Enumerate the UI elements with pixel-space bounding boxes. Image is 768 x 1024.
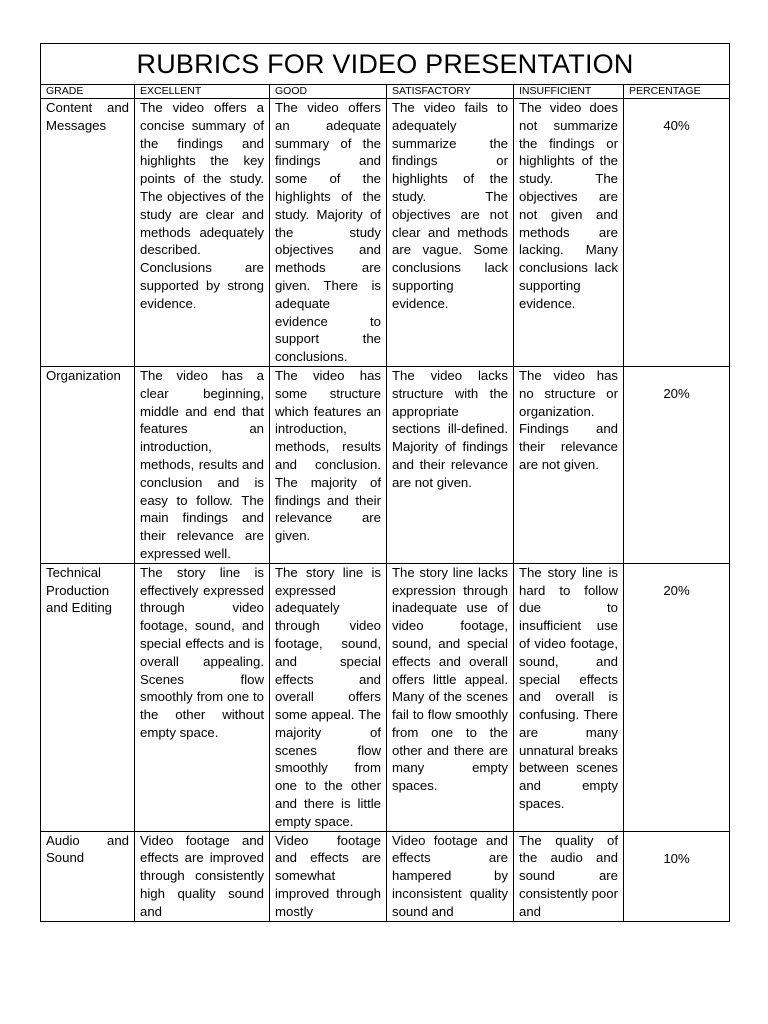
header-row — [41, 85, 730, 99]
header-insufficient: INSUFFICIENT — [514, 85, 624, 99]
good-cell: The video offers an adequate summary of the findings and some of the highlights of the study. Majority of the study objectives and methods are given. There is adequate evidence to support the conclusions. — [270, 99, 387, 367]
good-cell: Video footage and effects are somewhat improved through mostly — [270, 831, 387, 921]
header-excellent: EXCELLENT — [135, 85, 270, 99]
header-satisfactory: SATISFACTORY — [387, 85, 514, 99]
insufficient-cell: The story line is hard to follow due to insufficient use of video footage, sound, and special effects and overall is confusing. There are many unnatural breaks between scenes and empty spaces. — [514, 563, 624, 831]
satisfactory-cell: Video footage and effects are hampered by inconsistent quality sound and — [387, 831, 514, 921]
satisfactory-cell: The video fails to adequately summarize the findings or highlights of the study. The objectives are not clear and methods are vague. Some conclusions lack supporting evidence. — [387, 99, 514, 367]
percentage-cell: 20% — [624, 563, 730, 831]
grade-cell: Content and Messages — [41, 99, 135, 367]
grade-cell: Audio and Sound — [41, 831, 135, 921]
header-percentage: PERCENTAGE — [624, 85, 730, 99]
insufficient-cell: The video does not summarize the findings or highlights of the study. The objectives are not given and methods are lacking. Many conclusions lack supporting evidence. — [514, 99, 624, 367]
excellent-cell: The video has a clear beginning, middle and end that features an introduction, methods, results and conclusion and is easy to follow. The main findings and their relevance are expressed well. — [135, 366, 270, 563]
rubric-table — [40, 43, 730, 922]
table-row — [41, 366, 730, 563]
good-cell: The story line is expressed adequately through video footage, sound, and special effects and overall offers some appeal. The majority of scenes flow smoothly from one to the other and there is little empty space. — [270, 563, 387, 831]
grade-cell: Organization — [41, 366, 135, 563]
grade-cell: Technical Production and Editing — [41, 563, 135, 831]
excellent-cell: The video offers a concise summary of the findings and highlights the key points of the study. The objectives of the study are clear and methods adequately described. Conclusions are supported by strong evidence. — [135, 99, 270, 367]
table-row — [41, 563, 730, 831]
insufficient-cell: The quality of the audio and sound are consistently poor and — [514, 831, 624, 921]
percentage-cell: 20% — [624, 366, 730, 563]
insufficient-cell: The video has no structure or organization. Findings and their relevance are not given. — [514, 366, 624, 563]
header-good: GOOD — [270, 85, 387, 99]
percentage-cell: 40% — [624, 99, 730, 367]
satisfactory-cell: The story line lacks expression through inadequate use of video footage, sound, and special effects and overall offers little appeal. Many of the scenes fail to flow smoothly from one to the other and there are many empty spaces. — [387, 563, 514, 831]
percentage-cell: 10% — [624, 831, 730, 921]
page-title: RUBRICS FOR VIDEO PRESENTATION — [41, 44, 730, 85]
excellent-cell: Video footage and effects are improved through consistently high quality sound and — [135, 831, 270, 921]
good-cell: The video has some structure which features an introduction, methods, results and conclusion. The majority of findings and their relevance are given. — [270, 366, 387, 563]
header-grade: GRADE — [41, 85, 135, 99]
excellent-cell: The story line is effectively expressed through video footage, sound, and special effects and is overall appealing. Scenes flow smoothly from one to the other without empty space. — [135, 563, 270, 831]
satisfactory-cell: The video lacks structure with the appropriate sections ill-defined. Majority of findings and their relevance are not given. — [387, 366, 514, 563]
table-row — [41, 831, 730, 921]
rubric-document — [40, 43, 729, 922]
table-row — [41, 99, 730, 367]
